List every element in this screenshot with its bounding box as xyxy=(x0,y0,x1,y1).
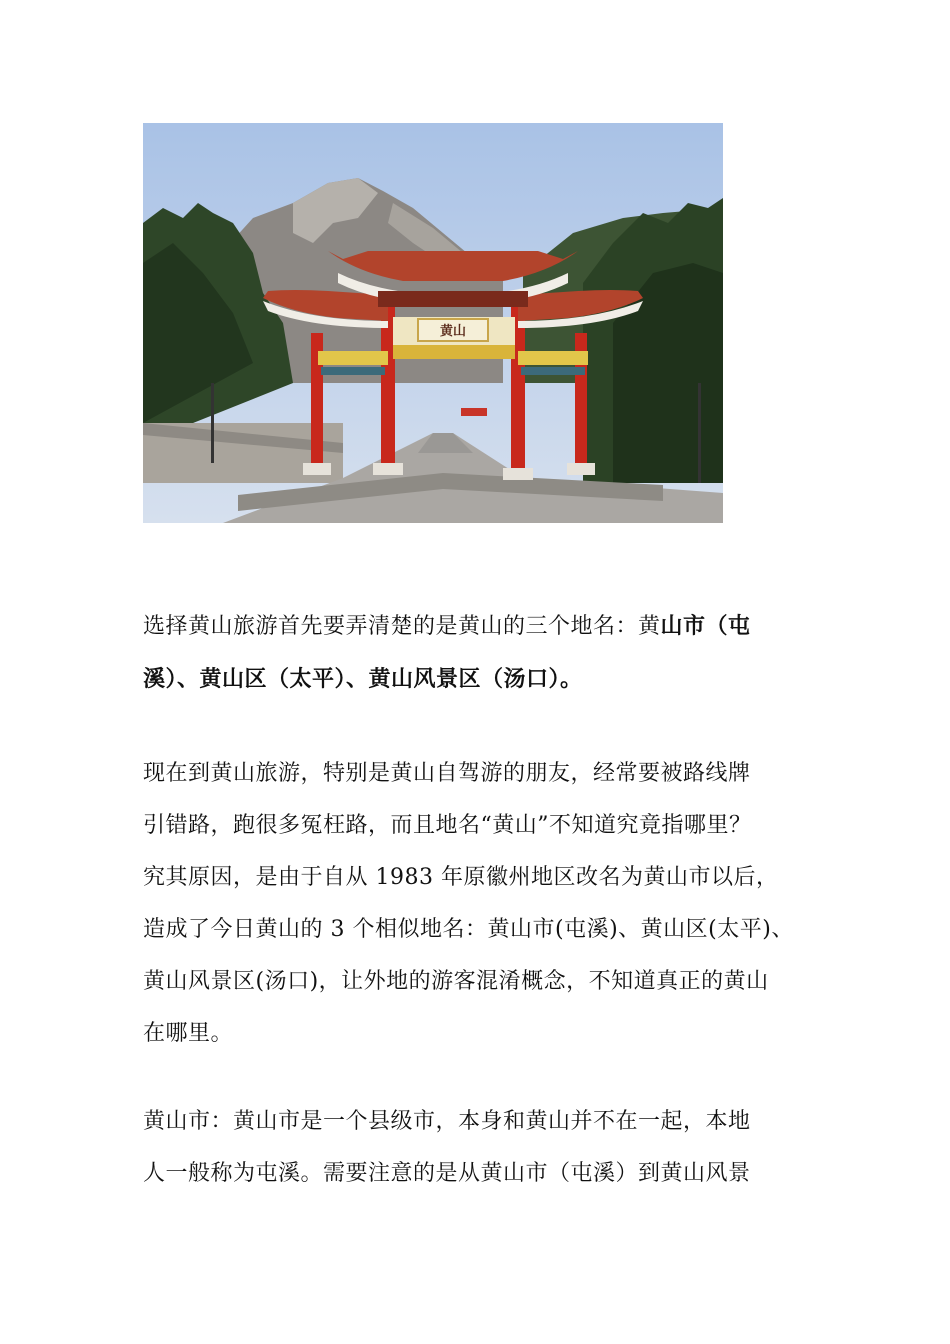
intro-line-2-bold: 溪）、黄山区（太平）、黄山风景区（汤口）。 xyxy=(143,666,583,692)
intro-line-1-bold: 山市（屯 xyxy=(660,613,751,639)
intro-line-1-normal: 选择黄山旅游首先要弄清楚的是黄山的三个地名：黄 xyxy=(143,614,661,639)
huangshan-city-paragraph xyxy=(143,1096,823,1200)
city-line: 黄山市：黄山市是一个县级市，本身和黄山并不在一起，本地 xyxy=(143,1109,751,1134)
intro-paragraph xyxy=(143,600,823,706)
side-beam-right xyxy=(518,351,588,365)
reason-line: 究其原因，是由于自从 1983 年原徽州地区改名为黄山市以后， xyxy=(143,865,779,890)
intro-line-2 xyxy=(143,653,823,706)
huangshan-gate-photo xyxy=(143,123,723,523)
intro-line-1 xyxy=(143,600,823,653)
pillar-left-inner xyxy=(381,303,395,473)
reason-line: 造成了今日黄山的 3 个相似地名：黄山市(屯溪)、黄山区(太平)、 xyxy=(143,917,794,942)
reason-line: 在哪里。 xyxy=(143,1021,234,1046)
reason-paragraph xyxy=(143,748,823,1060)
reason-line: 黄山风景区(汤口)，让外地的游客混淆概念，不知道真正的黄山 xyxy=(143,969,769,994)
reason-line: 现在到黄山旅游，特别是黄山自驾游的朋友，经常要被路线牌 xyxy=(143,761,751,786)
side-beam-left xyxy=(318,351,388,365)
city-line: 人一般称为屯溪。需要注意的是从黄山市（屯溪）到黄山风景 xyxy=(143,1161,751,1186)
gate-illustration xyxy=(143,123,723,523)
gate-sign-text: 黄山 xyxy=(439,324,467,339)
reason-line: 引错路，跑很多冤枉路，而且地名“黄山”不知道究竟指哪里？ xyxy=(143,813,752,838)
